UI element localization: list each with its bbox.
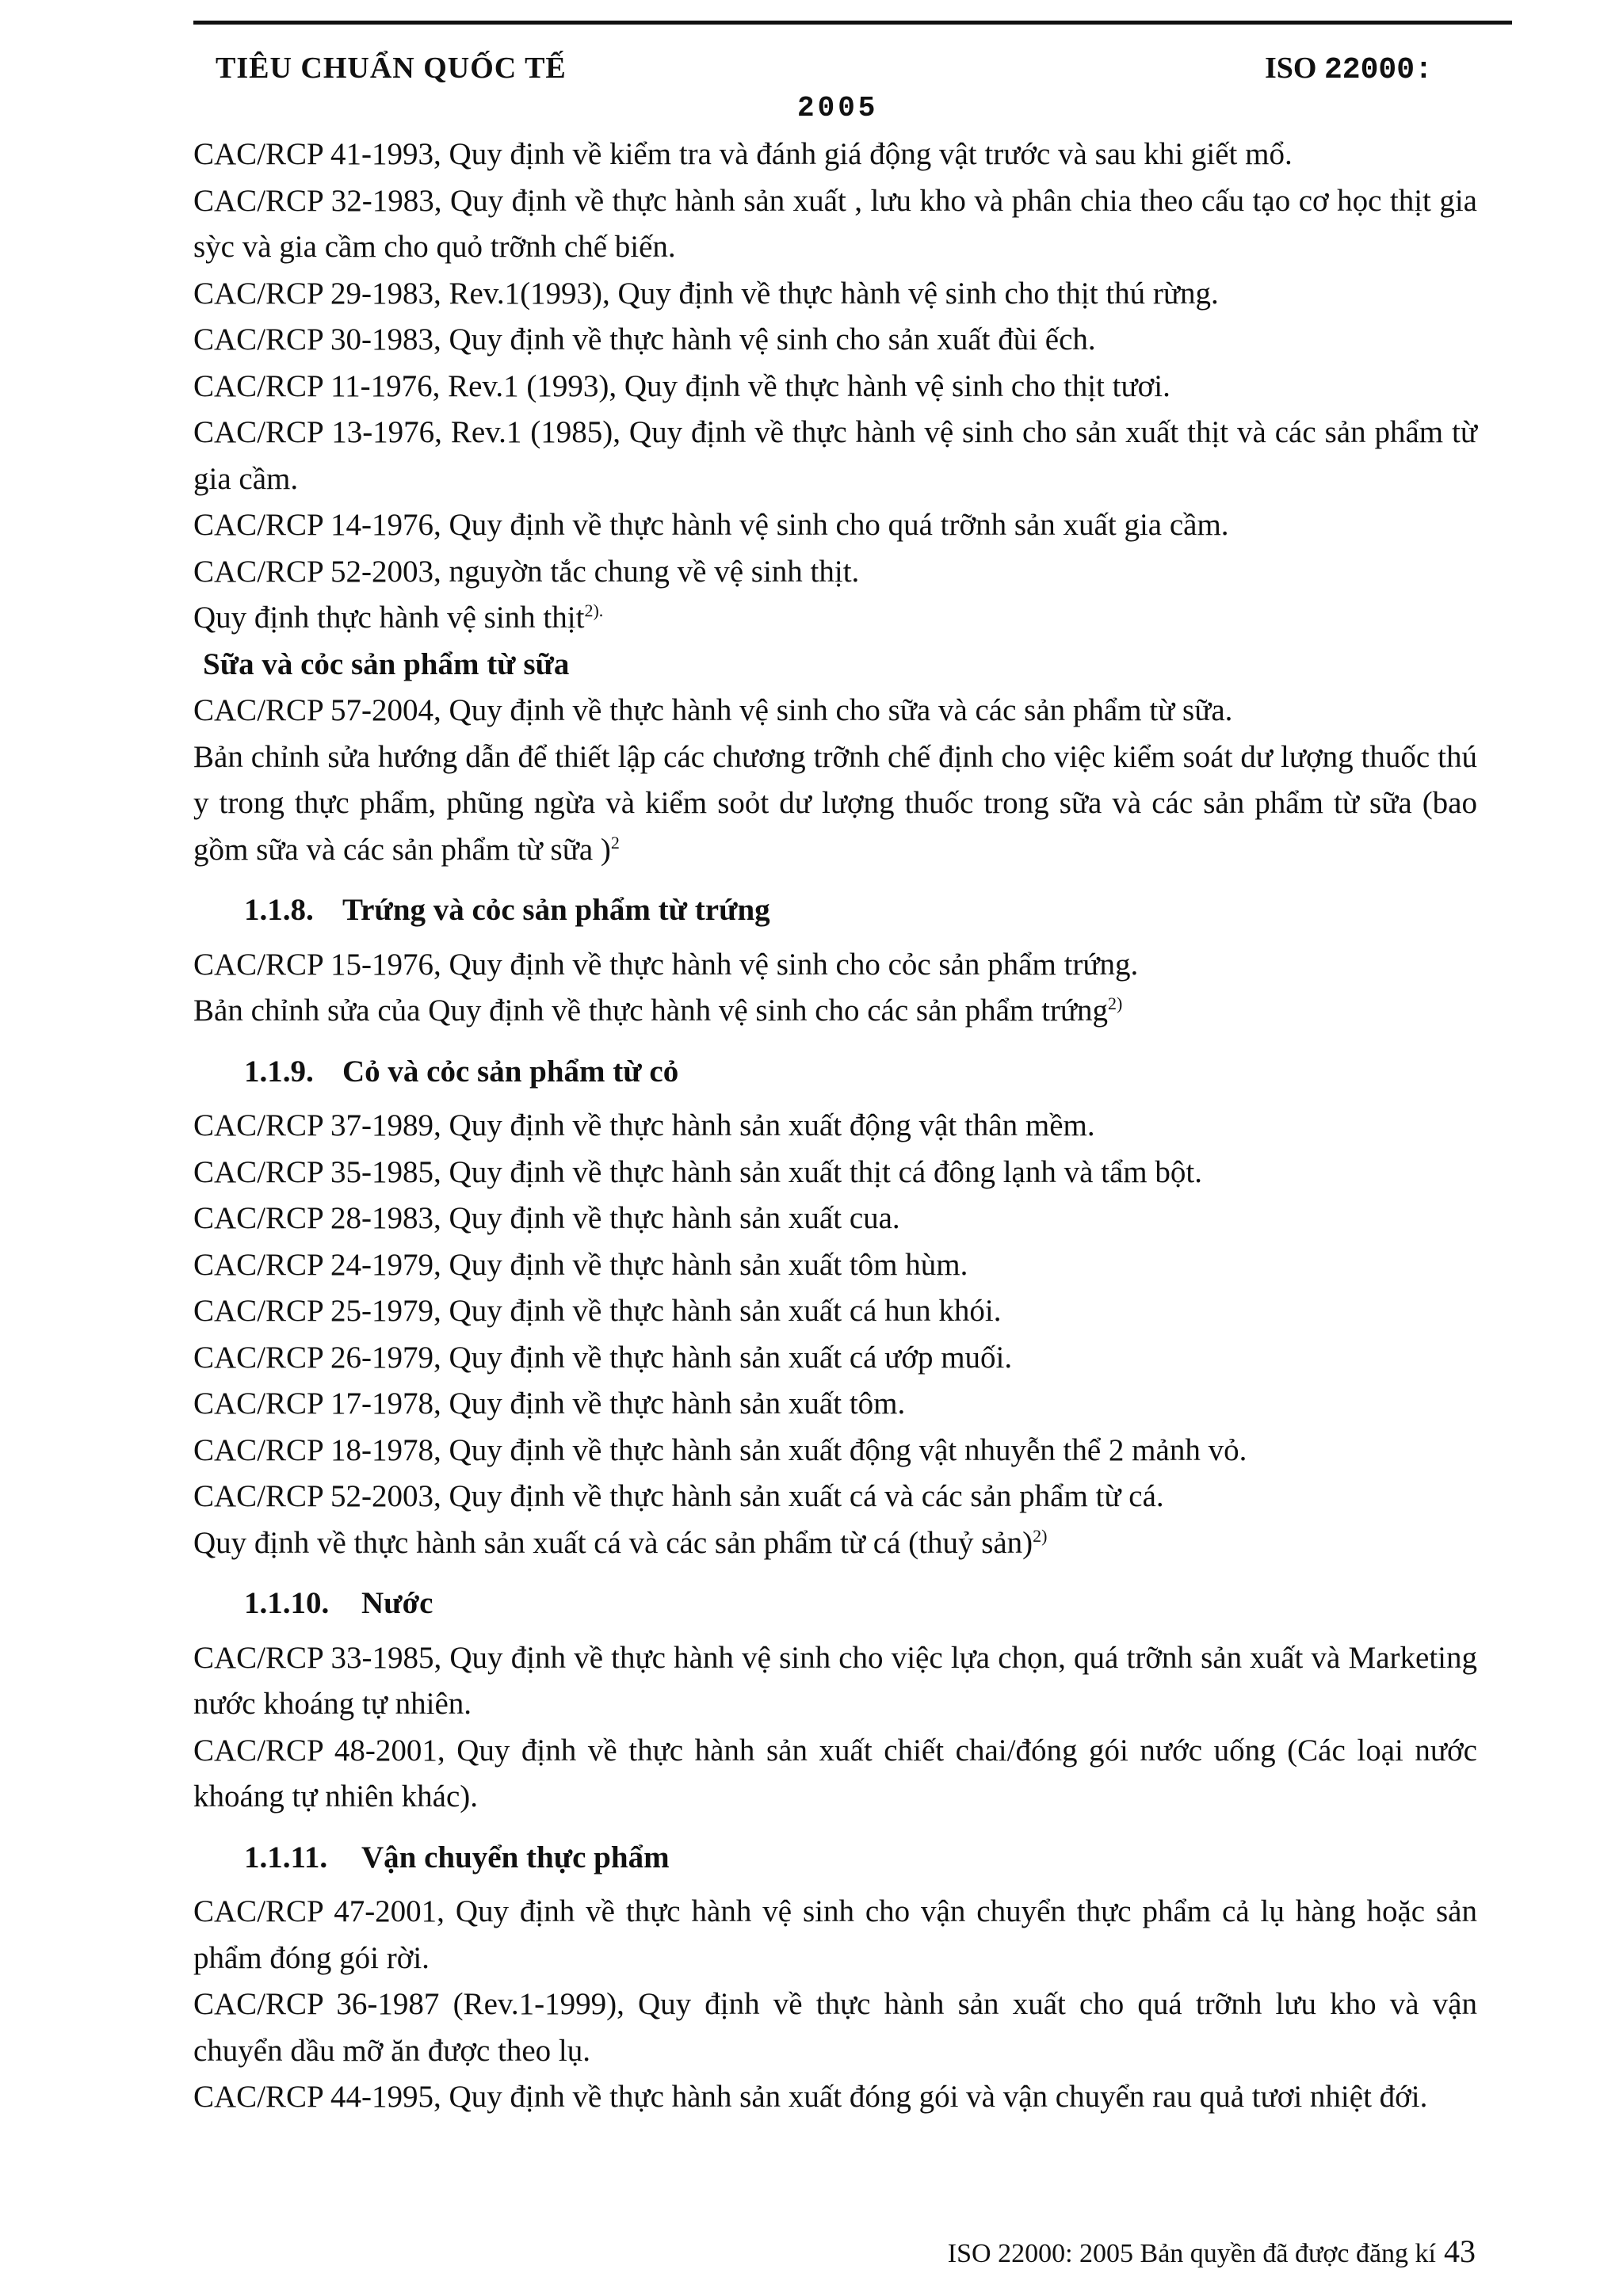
paragraph: CAC/RCP 25-1979, Quy định về thực hành sản xuất cá hun khói. [193, 1294, 1002, 1328]
footnote-ref: 2) [1033, 1525, 1048, 1546]
section-heading-transport [193, 1835, 1477, 1882]
paragraph-text: Bản chỉnh sửa hướng dẫn để thiết lập các chương trỡnh chế định cho việc kiểm soát dư lượng thuốc thú y trong thực phẩm, phũng ngừa và kiểm soỏt dư lượng thuốc trong sữa và các sản phẩm từ sữa (bao gồm sữa và các sản phẩm từ sữa ) [193, 739, 1477, 867]
section-title: Trứng và cỏc sản phẩm từ trứng [342, 893, 770, 927]
paragraph: CAC/RCP 47-2001, Quy định về thực hành vệ sinh cho vận chuyển thực phẩm cả lụ hàng hoặc sản phẩm đóng gói rời. [193, 1894, 1477, 1975]
page-footer [948, 2233, 1476, 2270]
subsection-heading-milk: Sữa và cỏc sản phẩm từ sữa [203, 646, 570, 681]
paragraph: CAC/RCP 26-1979, Quy định về thực hành sản xuất cá ướp muối. [193, 1340, 1013, 1375]
header-rule [193, 21, 1512, 25]
section-title: Cỏ và cỏc sản phẩm từ cỏ [342, 1054, 679, 1089]
paragraph: CAC/RCP 48-2001, Quy định về thực hành sản xuất chiết chai/đóng gói nước uống (Các loại nước khoáng tự nhiên khác). [193, 1733, 1477, 1814]
paragraph: CAC/RCP 11-1976, Rev.1 (1993), Quy định về thực hành vệ sinh cho thịt tươi. [193, 368, 1170, 403]
paragraph: CAC/RCP 35-1985, Quy định về thực hành sản xuất thịt cá đông lạnh và tẩm bột. [193, 1154, 1202, 1189]
paragraph: CAC/RCP 30-1983, Quy định về thực hành vệ sinh cho sản xuất đùi ếch. [193, 322, 1096, 357]
footnote-ref: 2) [1108, 994, 1123, 1013]
header-standard [1265, 51, 1433, 87]
paragraph: CAC/RCP 44-1995, Quy định về thực hành sản xuất đóng gói và vận chuyển rau quả tươi nhiệt đới. [193, 2080, 1428, 2114]
paragraph-with-note [193, 988, 1477, 1035]
header-year: 2005 [797, 92, 879, 124]
section-number: 1.1.9. [244, 1054, 314, 1089]
paragraph: CAC/RCP 13-1976, Rev.1 (1985), Quy định về thực hành vệ sinh cho sản xuất thịt và các sản phẩm từ gia cầm. [193, 415, 1477, 496]
footnote-ref: 2 [610, 832, 620, 852]
paragraph: CAC/RCP 14-1976, Quy định về thực hành vệ sinh cho quá trỡnh sản xuất gia cầm. [193, 508, 1229, 542]
paragraph-text: Bản chỉnh sửa của Quy định về thực hành vệ sinh cho các sản phẩm trứng [193, 994, 1109, 1028]
paragraph: CAC/RCP 52-2003, Quy định về thực hành sản xuất cá và các sản phẩm từ cá. [193, 1479, 1164, 1513]
paragraph: CAC/RCP 57-2004, Quy định về thực hành vệ sinh cho sữa và các sản phẩm từ sữa. [193, 693, 1233, 727]
paragraph: CAC/RCP 15-1976, Quy định về thực hành vệ sinh cho cỏc sản phẩm trứng. [193, 947, 1139, 982]
header-standard-number: 22000: [1323, 53, 1433, 87]
paragraph: CAC/RCP 24-1979, Quy định về thực hành sản xuất tôm hùm. [193, 1247, 968, 1282]
paragraph-text: Quy định thực hành vệ sinh thịt [193, 601, 585, 635]
paragraph: CAC/RCP 41-1993, Quy định về kiểm tra và đánh giá động vật trước và sau khi giết mổ. [193, 137, 1293, 171]
paragraph-text: Quy định về thực hành sản xuất cá và các sản phẩm từ cá (thuỷ sản) [193, 1525, 1033, 1560]
paragraph: CAC/RCP 33-1985, Quy định về thực hành vệ sinh cho việc lựa chọn, quá trỡnh sản xuất và Marketing nước khoáng tự nhiên. [193, 1640, 1477, 1721]
section-title: Nước [361, 1586, 433, 1620]
section-number: 1.1.8. [244, 893, 314, 927]
paragraph: CAC/RCP 17-1978, Quy định về thực hành sản xuất tôm. [193, 1386, 906, 1421]
document-body [193, 132, 1477, 2121]
section-number: 1.1.11. [244, 1840, 328, 1875]
footnote-ref: 2). [584, 601, 604, 620]
header-standard-prefix: ISO [1265, 51, 1317, 85]
section-heading-fish [193, 1049, 1477, 1096]
section-heading-eggs [193, 887, 1477, 934]
footer-copyright: ISO 22000: 2005 Bản quyền đã được đăng kí [947, 2239, 1436, 2268]
paragraph: CAC/RCP 37-1989, Quy định về thực hành sản xuất động vật thân mềm. [193, 1108, 1095, 1142]
section-title: Vận chuyển thực phẩm [361, 1840, 670, 1875]
paragraph: CAC/RCP 28-1983, Quy định về thực hành sản xuất cua. [193, 1201, 900, 1235]
section-heading-water [193, 1581, 1477, 1627]
header-title: TIÊU CHUẨN QUỐC TẾ [216, 51, 567, 85]
paragraph: CAC/RCP 32-1983, Quy định về thực hành sản xuất , lưu kho và phân chia theo cấu tạo cơ học thịt gia sỳc và gia cầm cho quỏ trỡnh chế biến. [193, 183, 1477, 264]
paragraph-with-note [193, 595, 1477, 642]
page-number: 43 [1444, 2233, 1476, 2269]
paragraph-with-note [193, 734, 1477, 874]
paragraph: CAC/RCP 36-1987 (Rev.1-1999), Quy định về thực hành sản xuất cho quá trỡnh lưu kho và vận chuyển dầu mỡ ăn được theo lụ. [193, 1987, 1477, 2068]
paragraph-with-note [193, 1520, 1477, 1567]
paragraph: CAC/RCP 52-2003, nguyờn tắc chung về vệ sinh thịt. [193, 554, 860, 589]
paragraph: CAC/RCP 29-1983, Rev.1(1993), Quy định về thực hành vệ sinh cho thịt thú rừng. [193, 276, 1219, 311]
section-number: 1.1.10. [244, 1586, 330, 1620]
paragraph: CAC/RCP 18-1978, Quy định về thực hành sản xuất động vật nhuyễn thể 2 mảnh vỏ. [193, 1432, 1247, 1467]
